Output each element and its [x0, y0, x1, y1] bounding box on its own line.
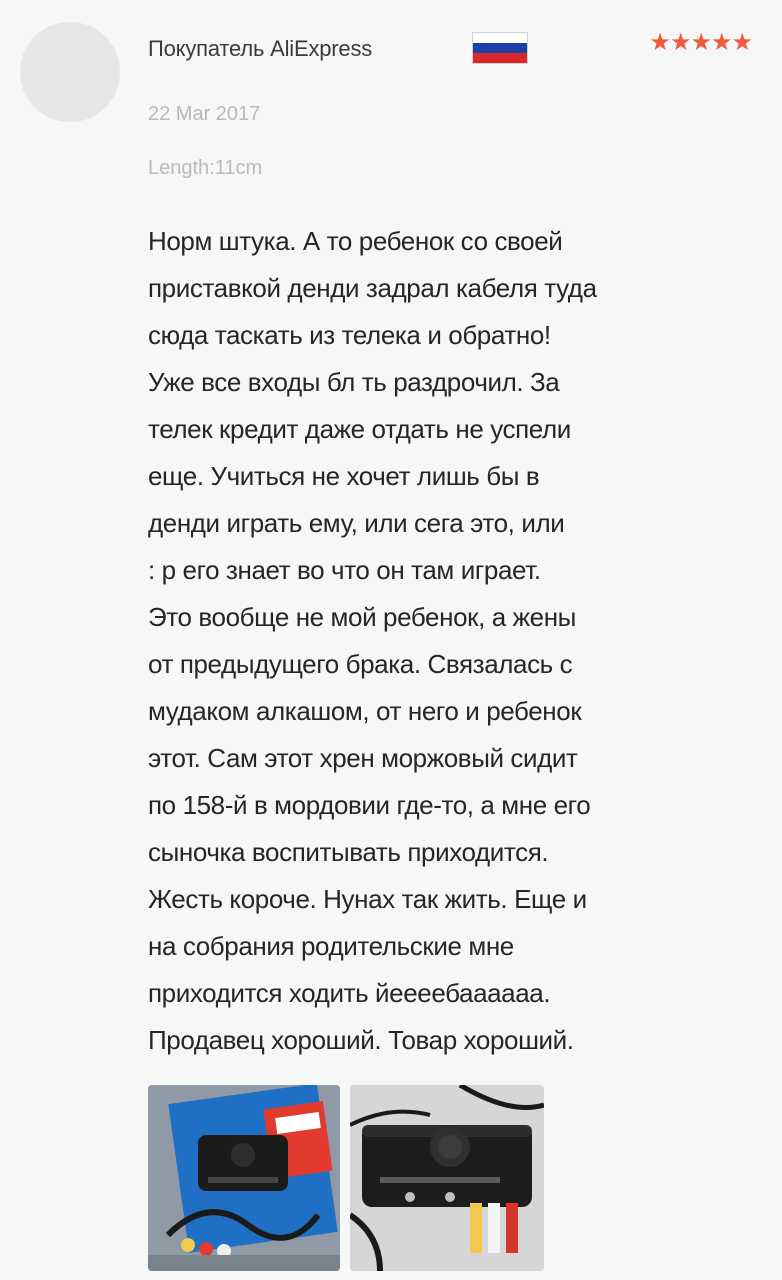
review-text-line: сюда таскать из телека и обратно!: [148, 320, 551, 350]
review-text-line: еще. Учиться не хочет лишь бы в: [148, 461, 540, 491]
review-text-line: приставкой денди задрал кабеля туда: [148, 273, 597, 303]
review-text-line: Продавец хороший. Товар хороший.: [148, 1025, 574, 1055]
photo-illustration: [350, 1085, 544, 1271]
review-text-line: Норм штука. А то ребенок со своей: [148, 226, 563, 256]
review-date: 22 Mar 2017: [148, 103, 261, 125]
reviewer-name: Покупатель AliExpress: [148, 36, 373, 61]
review-text-line: : р его знает во что он там играет.: [148, 555, 541, 585]
review-text-line: мудаком алкашом, от него и ребенок: [148, 696, 582, 726]
review-photo-packaged-switch[interactable]: [148, 1085, 340, 1271]
review-text-line: приходится ходить йеееебаааааа.: [148, 978, 551, 1008]
review-text-line: от предыдущего брака. Связалась с: [148, 649, 573, 679]
review-photo-av-switch-box[interactable]: [350, 1085, 544, 1271]
review-text-line: по 158-й в мордовии где-то, а мне его: [148, 790, 591, 820]
review-text-line: этот. Сам этот хрен моржовый сидит: [148, 743, 578, 773]
review-text-line: денди играть ему, или сега это, или: [148, 508, 565, 538]
avatar[interactable]: [20, 22, 120, 122]
review-text-line: сыночка воспитывать приходится.: [148, 837, 549, 867]
rating-stars: ★★★★★: [649, 29, 752, 56]
photo-illustration: [148, 1085, 340, 1271]
review-text-line: Жесть короче. Нунах так жить. Еще и: [148, 884, 587, 914]
review-text: [148, 218, 768, 1064]
russia-flag-icon: [472, 32, 528, 64]
product-attribute: Length:11cm: [148, 157, 263, 179]
review-text-line: Уже все входы бл ть раздрочил. За: [148, 367, 560, 397]
review-text-line: телек кредит даже отдать не успели: [148, 414, 571, 444]
review-text-line: Это вообще не мой ребенок, а жены: [148, 602, 576, 632]
review-text-line: на собрания родительские мне: [148, 931, 514, 961]
